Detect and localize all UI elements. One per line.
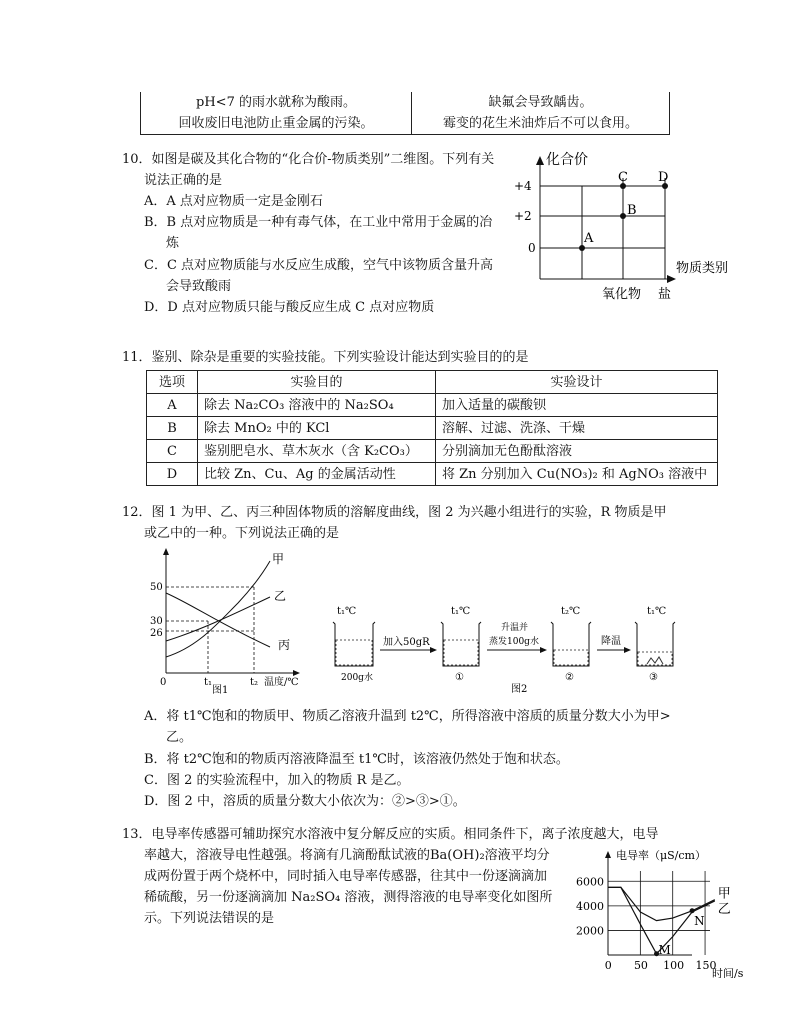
table-cell: 除去 MnO₂ 中的 KCl	[198, 417, 436, 440]
q10-x-arrow-icon	[667, 275, 676, 283]
q13-ytick: 6000	[576, 875, 604, 889]
q10-valence-chart	[510, 148, 750, 308]
q13-point-label: M	[658, 942, 671, 957]
q12-stem: 12．图 1 为甲、乙、丙三种固体物质的溶解度曲线，图 2 为兴趣小组进行的实验，R 物质是甲	[122, 505, 667, 520]
q13-stem-3: 成两份置于两个烧杯中，同时插入电导率传感器，往其中一份逐滴滴加	[144, 869, 548, 884]
q10-option-a: A．A 点对应物质一定是金刚石	[144, 194, 323, 209]
q13-xtick: 100	[663, 959, 685, 972]
q10-ytick: +2	[514, 209, 532, 223]
q10-point-b	[620, 213, 626, 219]
q10-option-d: D．D 点对应物质只能与酸反应生成 C 点对应物质	[144, 300, 435, 315]
cell-text: 缺氟会导致龋齿。	[488, 95, 593, 110]
q10-point-label: B	[627, 203, 637, 218]
table-cell-left	[141, 92, 412, 135]
fig2-arrow-head-icon	[624, 647, 631, 653]
q10-point-label: A	[584, 231, 594, 246]
q10-ytick: +4	[514, 179, 532, 193]
q10-stem-cont: 说法正确的是	[144, 173, 223, 188]
fig2-arrow-head-icon	[540, 647, 547, 653]
table-cell: A	[147, 394, 198, 417]
q12-fig1-solubility-chart	[148, 545, 308, 695]
table-header-row	[147, 371, 718, 394]
table-cell: 分别滴加无色酚酞溶液	[436, 440, 718, 463]
q10-option-c-cont: 会导致酸雨	[166, 279, 232, 294]
q10-point-label: C	[618, 170, 628, 185]
fig2-step-2b: 蒸发100g水	[489, 637, 539, 647]
fig2-temp: t₁℃	[647, 606, 667, 617]
q10-point-label: D	[658, 170, 669, 185]
q10-x-label: 物质类别	[676, 261, 729, 276]
fig2-temp: t₁℃	[337, 606, 357, 617]
q13-x-label: 时间/s	[712, 967, 744, 978]
q10-ytick: 0	[528, 241, 536, 255]
table-cell: 比较 Zn、Cu、Ag 的金属活动性	[198, 463, 436, 486]
fig2-beaker-3	[551, 622, 591, 666]
table-cell: 鉴别肥皂水、草木灰水（含 K₂CO₃）	[198, 440, 436, 463]
cell-text: 回收废旧电池防止重金属的污染。	[178, 116, 374, 131]
q10-stem: 10．如图是碳及其化合物的“化合价-物质类别”二维图。下列有关	[122, 152, 495, 167]
fig2-caption: 图2	[511, 684, 528, 695]
cell-text: pH<7 的雨水就称为酸雨。	[196, 95, 356, 110]
fig2-step-2a: 升温并	[501, 623, 529, 633]
q13-ytick: 2000	[576, 924, 604, 938]
fig2-water-label: 200g水	[341, 673, 373, 683]
fig2-mark: ②	[565, 672, 574, 683]
q13-stem-5: 示。下列说法错误的是	[144, 911, 275, 926]
fig2-liquid-2	[444, 640, 478, 665]
fig2-step-1: 加入50gR	[383, 637, 430, 648]
table-cell: 加入适量的碳酸钡	[436, 394, 718, 417]
fig2-beaker-1	[333, 622, 375, 666]
q12-option-d: D．图 2 中，溶质的质量分数大小依次为：②>③>①。	[144, 794, 466, 809]
fig1-xtick: t₂	[250, 677, 259, 688]
q13-xtick: 50	[633, 959, 648, 972]
q10-y-label: 化合价	[546, 152, 588, 168]
q13-series	[608, 887, 731, 957]
q13-xtick: 0	[604, 959, 612, 972]
cell-text: 霉变的花生米油炸后不可以食用。	[442, 116, 638, 131]
fig2-liquid-3	[554, 650, 588, 665]
table-cell: 将 Zn 分别加入 Cu(NO₃)₂ 和 AgNO₃ 溶液中	[436, 463, 718, 486]
table-cell: D	[147, 463, 198, 486]
column-header: 实验设计	[436, 371, 718, 394]
fig2-precipitate-icon	[647, 657, 663, 664]
q13-ytick: 4000	[576, 899, 604, 913]
fig2-arrow-head-icon	[430, 647, 437, 653]
fig1-series-label: 丙	[278, 638, 291, 652]
table-cell: 除去 Na₂CO₃ 溶液中的 Na₂SO₄	[198, 394, 436, 417]
fig1-xtick: t₁	[204, 677, 213, 688]
q13-y-arrow-icon	[605, 851, 611, 858]
fig1-x-arrow-icon	[293, 670, 300, 676]
fig2-beaker-2	[441, 622, 481, 666]
q10-y-arrow-icon	[536, 156, 544, 165]
column-header: 实验目的	[198, 371, 436, 394]
table-cell: C	[147, 440, 198, 463]
fig2-liquid-1	[336, 640, 372, 665]
q10-xcat: 氧化物	[602, 287, 642, 302]
q10-option-b-cont: 炼	[166, 236, 180, 251]
q13-xtick: 150	[695, 959, 717, 972]
table-row	[147, 463, 718, 486]
prev-question-table	[140, 92, 670, 135]
fig1-series-label: 甲	[272, 552, 285, 566]
fig1-x-label: 温度/℃	[264, 677, 299, 688]
fig2-temp: t₁℃	[451, 606, 471, 617]
fig2-temp: t₂℃	[561, 606, 581, 617]
fig2-mark: ③	[649, 672, 658, 683]
q13-stem-2: 率越大，溶液导电性越强。将滴有几滴酚酞试液的Ba(OH)₂溶液平均分	[144, 848, 550, 863]
q13-series-label: 甲	[717, 886, 731, 902]
table-cell: B	[147, 417, 198, 440]
table-row	[147, 417, 718, 440]
fig2-step-3: 降温	[601, 636, 621, 647]
fig1-ytick: 50	[150, 582, 163, 593]
fig1-ytick: 26	[150, 628, 163, 639]
q12-fig2-experiment-flow	[325, 600, 700, 695]
q11-stem: 11．鉴别、除杂是重要的实验技能。下列实验设计能达到实验目的的是	[122, 350, 529, 365]
column-header: 选项	[147, 371, 198, 394]
q12-option-a-cont: 乙。	[166, 730, 193, 745]
q13-point	[690, 908, 695, 913]
q12-option-c: C．图 2 的实验流程中，加入的物质 R 是乙。	[144, 773, 410, 788]
q13-point-label: N	[694, 913, 705, 928]
fig1-ytick: 30	[150, 616, 163, 627]
q12-option-b: B．将 t2℃饱和的物质丙溶液降温至 t1℃时，该溶液仍然处于饱和状态。	[144, 752, 569, 767]
fig2-beaker-4	[635, 622, 675, 666]
fig1-origin: 0	[160, 677, 167, 688]
q13-conductivity-chart	[572, 843, 782, 978]
q13-series-label: 乙	[717, 901, 731, 917]
q13-stem: 13．电导率传感器可辅助探究水溶液中复分解反应的实质。相同条件下，离子浓度越大，电导	[122, 827, 659, 842]
q13-stem-4: 稀硫酸，另一份逐滴滴加 Na₂SO₄ 溶液，测得溶液的电导率变化如图所	[144, 890, 553, 905]
fig2-mark: ①	[455, 672, 464, 683]
q10-option-c: C．C 点对应物质能与水反应生成酸，空气中该物质含量升高	[144, 258, 494, 273]
q13-y-label: 电导率（μS/cm）	[616, 849, 706, 862]
table-row	[147, 440, 718, 463]
table-cell: 溶解、过滤、洗涤、干燥	[436, 417, 718, 440]
q12-stem-cont: 或乙中的一种。下列说法正确的是	[144, 526, 340, 541]
table-row	[147, 394, 718, 417]
fig1-caption: 图1	[212, 685, 229, 695]
q11-table	[146, 370, 718, 486]
q10-option-b: B．B 点对应物质是一种有毒气体，在工业中常用于金属的冶	[144, 215, 493, 230]
q10-xcat: 盐	[658, 287, 672, 302]
table-cell-right	[412, 92, 670, 135]
q12-option-a: A．将 t1℃饱和的物质甲、物质乙溶液升温到 t2℃，所得溶液中溶质的质量分数大小为甲>	[144, 709, 671, 724]
fig1-series-label: 乙	[274, 589, 287, 603]
fig1-y-arrow-icon	[163, 548, 169, 555]
